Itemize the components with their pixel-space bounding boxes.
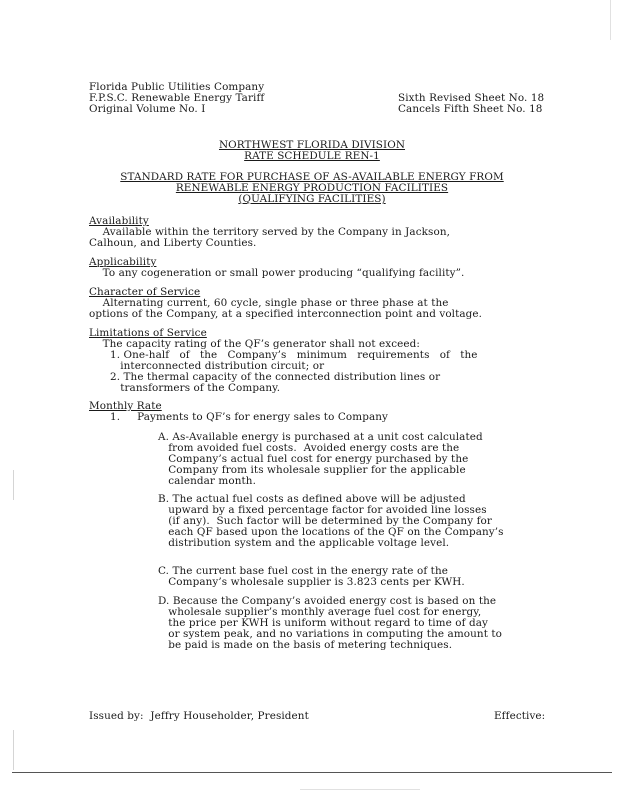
schedule-title: RATE SCHEDULE REN-1	[244, 150, 380, 162]
scan-mark	[13, 730, 14, 770]
character-text: Alternating current, 60 cycle, single phase or three phase at the	[89, 297, 449, 309]
availability-heading: Availability	[89, 215, 149, 227]
limitations-item-1: 1. One-half of the Company’s minimum requirements of the	[110, 349, 478, 361]
effective-date-label: Effective:	[494, 710, 546, 722]
paragraph-b: B. The actual fuel costs as defined above will be adjusted	[158, 493, 466, 505]
issued-by: Issued by: Jeffry Householder, President	[89, 710, 309, 722]
paragraph-b: upward by a fixed percentage factor for avoided line losses	[158, 504, 487, 516]
paragraph-d: the price per KWH is uniform without regard to time of day	[158, 617, 488, 629]
character-text: options of the Company, at a specified interconnection point and voltage.	[89, 308, 483, 320]
paragraph-c: C. The current base fuel cost in the energy rate of the	[158, 565, 448, 577]
paragraph-b: each QF based upon the locations of the QF on the Company’s	[158, 526, 504, 538]
paragraph-c: Company’s wholesale supplier is 3.823 cents per KWH.	[158, 576, 465, 588]
rate-title-line1: STANDARD RATE FOR PURCHASE OF AS-AVAILABLE ENERGY FROM	[120, 171, 504, 183]
monthly-rate-item-1: 1. Payments to QF’s for energy sales to Company	[110, 411, 389, 423]
rate-title-line2: RENEWABLE ENERGY PRODUCTION FACILITIES	[175, 182, 449, 194]
volume-number: Original Volume No. I	[89, 103, 206, 115]
paragraph-d: or system peak, and no variations in computing the amount to	[158, 628, 503, 640]
page-bottom-rule	[12, 772, 612, 773]
scan-mark	[13, 470, 14, 500]
paragraph-d: wholesale supplier’s monthly average fuel cost for energy,	[158, 606, 482, 618]
division-title: NORTHWEST FLORIDA DIVISION	[218, 139, 406, 151]
applicability-text: To any cogeneration or small power producing “qualifying facility”.	[89, 267, 465, 279]
limitations-text: The capacity rating of the QF’s generator shall not exceed:	[89, 338, 421, 350]
limitations-item-2: transformers of the Company.	[110, 382, 281, 394]
tariff-name: F.P.S.C. Renewable Energy Tariff	[89, 92, 265, 104]
scan-mark	[610, 0, 611, 40]
monthly-rate-heading: Monthly Rate	[89, 400, 162, 412]
sheet-number: Sixth Revised Sheet No. 18	[398, 92, 545, 104]
availability-text: Available within the territory served by the Company in Jackson,	[89, 226, 451, 238]
paragraph-a: from avoided fuel costs. Avoided energy costs are the	[158, 442, 460, 454]
paragraph-b: distribution system and the applicable voltage level.	[158, 537, 450, 549]
character-heading: Character of Service	[89, 286, 201, 298]
availability-text: Calhoun, and Liberty Counties.	[89, 237, 257, 249]
scan-mark	[300, 789, 420, 790]
paragraph-d: be paid is made on the basis of metering techniques.	[158, 639, 453, 651]
paragraph-a: Company’s actual fuel cost for energy purchased by the	[158, 453, 469, 465]
limitations-item-2: 2. The thermal capacity of the connected distribution lines or	[110, 371, 441, 383]
paragraph-a: calendar month.	[158, 475, 256, 487]
limitations-heading: Limitations of Service	[89, 327, 207, 339]
applicability-heading: Applicability	[89, 256, 157, 268]
cancels-sheet: Cancels Fifth Sheet No. 18	[398, 103, 543, 115]
paragraph-b: (if any). Such factor will be determined by the Company for	[158, 515, 492, 527]
limitations-item-1: interconnected distribution circuit; or	[110, 360, 325, 372]
paragraph-a: Company from its wholesale supplier for the applicable	[158, 464, 466, 476]
company-name: Florida Public Utilities Company	[89, 81, 265, 93]
paragraph-a: A. As-Available energy is purchased at a unit cost calculated	[158, 431, 483, 443]
rate-title-line3: (QUALIFYING FACILITIES)	[238, 193, 386, 205]
paragraph-d: D. Because the Company’s avoided energy cost is based on the	[158, 595, 497, 607]
